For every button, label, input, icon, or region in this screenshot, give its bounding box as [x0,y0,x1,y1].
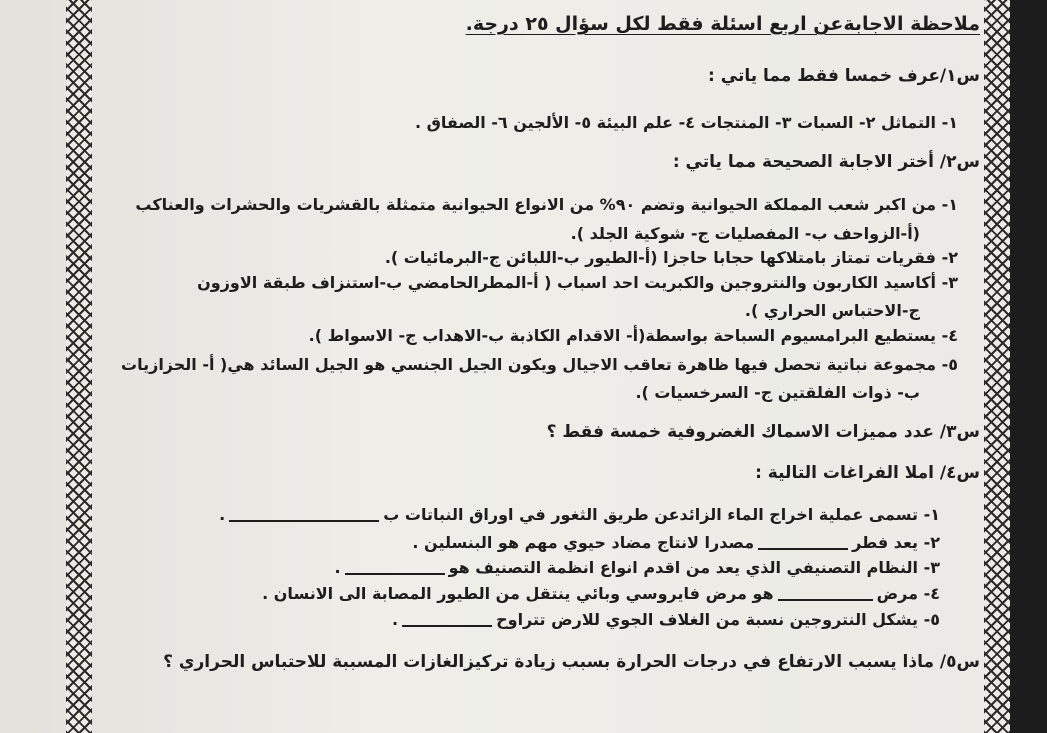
exam-content [96,0,980,733]
question-4-title: س٤/ املا الفراغات التالية : [755,463,980,483]
question-2-item-3a: ٣- أكاسيد الكاربون والنتروجين والكبريت احد اسباب ( أ-المطرالحامضي ب-استنزاف طبقة الاوزون [197,273,958,292]
question-4-item-4 [262,584,940,604]
question-4-item-4a: ٤- مرض [876,584,940,603]
answer-blank [345,563,445,575]
question-2-item-2: ٢- فقريات تمتاز بامتلاكها حجابا حاجزا (أ-الطيور ب-اللبائن ج-البرمائيات ). [384,248,958,267]
question-4-item-4b: هو مرض فايروسي وبائي ينتقل من الطيور المصابة الى الانسان . [262,584,774,603]
question-4-item-2b: مصدرا لانتاج مضاد حيوي مهم هو البنسلين . [412,533,755,552]
decorative-border-right [984,0,1010,733]
question-1-title: س١/عرف خمسا فقط مما ياتي : [708,66,980,86]
exam-note: ملاحظة الاجابةعن اربع اسئلة فقط لكل سؤال ٢٥ درجة. [465,13,980,35]
answer-blank [229,510,379,522]
question-4-item-3-text: ٣- النظام التصنيفي الذي يعد من اقدم انواع انظمة التصنيف هو [448,558,940,577]
answer-blank [402,615,492,627]
question-2-item-1b: (أ-الزواحف ب- المفصليات ج- شوكية الجلد ). [570,224,920,243]
period: . [392,610,399,629]
question-3-title: س٣/ عدد مميزات الاسماك الغضروفية خمسة فقط ؟ [546,422,980,442]
period: . [219,505,226,524]
question-2-item-5b: ب- ذوات الفلقتين ج- السرخسيات ). [635,383,920,402]
question-5-title: س٥/ ماذا يسبب الارتفاع في درجات الحرارة بسبب زيادة تركيزالغازات المسببة للاحتباس الحراري ؟ [163,652,980,672]
question-4-item-1-text: ١- تسمى عملية اخراج الماء الزائدعن طريق الثغور في اوراق النباتات ب [383,505,940,524]
question-4-item-2a: ٢- يعد فطر [852,533,940,552]
question-2-item-5a: ٥- مجموعة نباتية تحصل فيها ظاهرة تعاقب الاجيال ويكون الجيل الجنسي هو الجيل السائد هي( أ- الحزازيات [121,355,958,374]
question-4-item-1 [219,505,940,525]
question-4-item-5-text: ٥- يشكل النتروجين نسبة من الغلاف الجوي للارض تتراوح [496,610,940,629]
decorative-border-left [66,0,92,733]
question-2-title: س٢/ أختر الاجابة الصحيحة مما ياتي : [672,152,980,172]
question-1-items: ١- التماثل ٢- السبات ٣- المنتجات ٤- علم البيئة ٥- الألجين ٦- الصفاق . [414,113,958,132]
question-4-item-5 [392,610,940,630]
question-2-item-1a: ١- من اكبر شعب المملكة الحيوانية وتضم ٩٠% من الانواع الحيوانية متمثلة بالقشريات والحشرات والعناكب [135,195,958,214]
period: . [334,558,341,577]
answer-blank [778,589,873,601]
question-2-item-3b: ج-الاحتباس الحراري ). [744,301,920,320]
answer-blank [758,538,848,550]
question-2-item-4: ٤- يستطيع البرامسيوم السباحة بواسطة(أ- الاقدام الكاذبة ب-الاهداب ج- الاسواط ). [308,326,958,345]
question-4-item-3 [335,558,940,578]
question-4-item-2 [412,533,940,553]
